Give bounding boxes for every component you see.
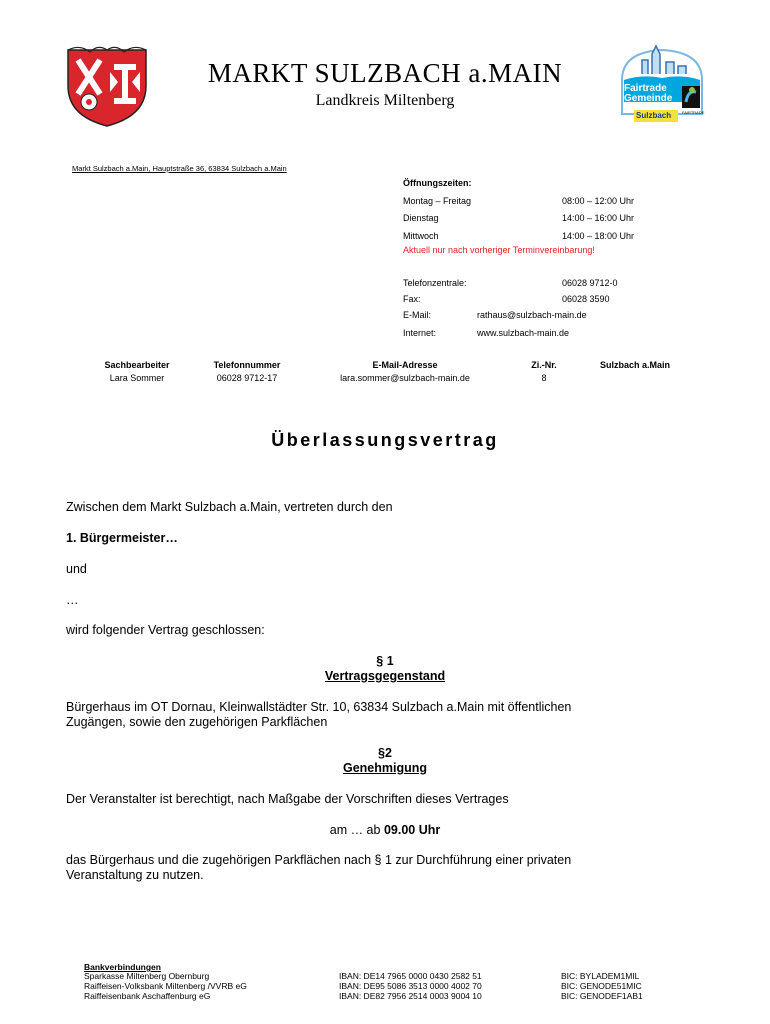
party-placeholder: … — [66, 593, 79, 607]
date-prefix: am … ab — [329, 823, 381, 837]
mayor-text: 1. Bürgermeister… — [66, 531, 178, 545]
document-title: Überlassungsvertrag — [271, 430, 499, 450]
bank-iban: IBAN: DE82 7956 2514 0003 9004 10 — [339, 991, 482, 1001]
ref-phone: 06028 9712-17 — [216, 373, 278, 383]
closing-intro: wird folgender Vertrag geschlossen: — [66, 623, 265, 637]
fairtrade-line1: Fairtrade — [624, 83, 667, 94]
bank-name: Raiffeisen-Volksbank Miltenberg /VVRB eG — [84, 981, 247, 991]
bank-name: Raiffeisenbank Aschaffenburg eG — [84, 991, 211, 1001]
web-label: Internet: — [403, 328, 437, 338]
ref-header-email: E-Mail-Adresse — [372, 360, 438, 370]
fax-value: 06028 3590 — [562, 294, 610, 304]
fax-label: Fax: — [403, 294, 421, 304]
fairtrade-logo — [612, 44, 712, 124]
bank-bic: BIC: BYLADEM1MIL — [561, 971, 640, 981]
appointment-notice: Aktuell nur nach vorheriger Terminvereinbarung! — [403, 245, 595, 255]
bank-bic: BIC: GENODEF1AB1 — [561, 991, 643, 1001]
section2-use-2: Veranstaltung zu nutzen. — [66, 868, 204, 882]
bank-name: Sparkasse Miltenberg Obernburg — [84, 971, 210, 981]
ref-header-room: Zi.-Nr. — [531, 360, 557, 370]
email-label: E-Mail: — [403, 310, 432, 320]
section2-date — [0, 823, 770, 837]
fairtrade-line2: Gemeinde — [624, 93, 673, 104]
section1-text-1: Bürgerhaus im OT Dornau, Kleinwallstädter Str. 10, 63834 Sulzbach a.Main mit öffentlichen — [66, 700, 572, 714]
date-time: 09.00 Uhr — [383, 823, 441, 837]
hours-time: 14:00 – 18:00 Uhr — [562, 231, 635, 241]
phone-value: 06028 9712-0 — [562, 278, 618, 288]
hours-day: Montag – Freitag — [403, 196, 472, 206]
section2-title — [0, 761, 770, 775]
ref-email[interactable]: lara.sommer@sulzbach-main.de — [340, 373, 470, 383]
web-link[interactable]: www.sulzbach-main.de — [477, 328, 570, 338]
hours-time: 14:00 – 16:00 Uhr — [562, 213, 635, 223]
ref-clerk-name: Lara Sommer — [109, 373, 165, 383]
and-text: und — [66, 562, 87, 576]
bank-iban: IBAN: DE14 7965 0000 0430 2582 51 — [339, 971, 482, 981]
footer-heading: Bankverbindungen — [84, 962, 161, 972]
office-hours-heading: Öffnungszeiten: — [403, 178, 472, 188]
section2-title-text: Genehmigung — [342, 761, 428, 775]
section1-text-2: Zugängen, sowie den zugehörigen Parkflächen — [66, 715, 328, 729]
section1-number: § 1 — [376, 654, 394, 668]
phone-label: Telefonzentrale: — [403, 278, 467, 288]
intro-text: Zwischen dem Markt Sulzbach a.Main, vertreten durch den — [66, 500, 393, 514]
section1-title — [0, 669, 770, 683]
ref-header-place: Sulzbach a.Main — [599, 360, 670, 370]
ref-header-clerk: Sachbearbeiter — [104, 360, 170, 370]
section2-use-1: das Bürgerhaus und die zugehörigen Parkflächen nach § 1 zur Durchführung einer privaten — [66, 853, 572, 867]
section2-text: Der Veranstalter ist berechtigt, nach Maßgabe der Vorschriften dieses Vertrages — [66, 792, 509, 806]
hours-time: 08:00 – 12:00 Uhr — [562, 196, 635, 206]
ref-room: 8 — [541, 373, 547, 383]
email-link[interactable]: rathaus@sulzbach-main.de — [477, 310, 587, 320]
municipality-title: MARKT SULZBACH a.MAIN — [207, 58, 563, 88]
hours-day: Dienstag — [403, 213, 439, 223]
hours-day: Mittwoch — [403, 231, 439, 241]
fairtrade-town: Sulzbach — [636, 111, 672, 120]
ref-header-phone: Telefonnummer — [213, 360, 281, 370]
fairtrade-small: FAIRTRADE — [682, 110, 705, 115]
return-address: Markt Sulzbach a.Main, Hauptstraße 36, 63834 Sulzbach a.Main — [72, 164, 287, 173]
bank-iban: IBAN: DE95 5086 3513 0000 4002 70 — [339, 981, 482, 991]
section2-number: §2 — [378, 746, 392, 760]
section1-title-text: Vertragsgegenstand — [324, 669, 446, 683]
bank-bic: BIC: GENODE51MIC — [561, 981, 642, 991]
district-subtitle: Landkreis Miltenberg — [315, 92, 455, 109]
